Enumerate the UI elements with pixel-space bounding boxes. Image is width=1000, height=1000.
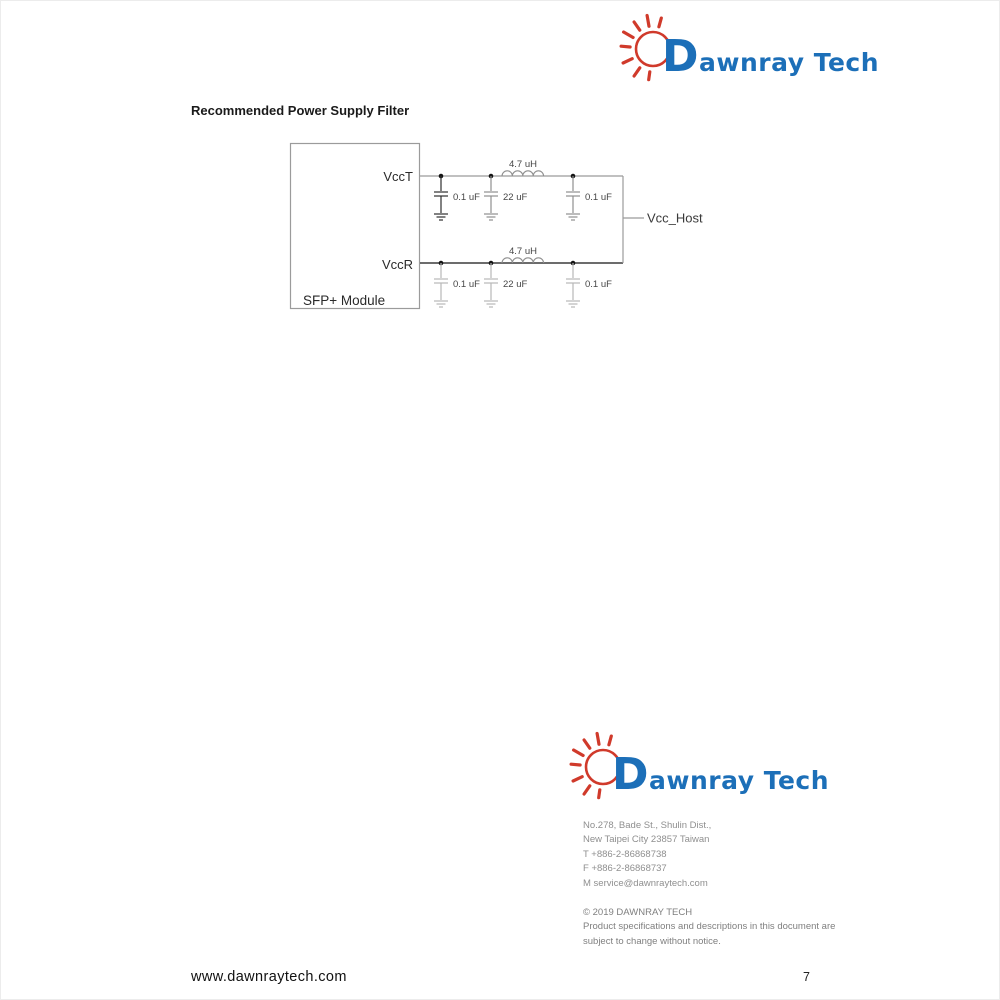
vccr-capacitor-3 — [566, 261, 580, 307]
footer-logo — [557, 721, 830, 811]
vccr-cap1-value: 0.1 uF — [453, 279, 480, 290]
fax: F +886-2-86868737 — [583, 863, 667, 875]
website-url: www.dawnraytech.com — [191, 969, 347, 985]
vccr-cap3-value: 0.1 uF — [585, 279, 612, 290]
address-line: New Taipei City 23857 Taiwan — [583, 834, 710, 846]
vcct-cap3-value: 0.1 uF — [585, 192, 612, 203]
address-line: No.278, Bade St., Shulin Dist., — [583, 820, 712, 831]
vcc-host-label: Vcc_Host — [647, 210, 703, 226]
email: M service@dawnraytech.com — [583, 877, 708, 889]
vcct-inductor-value: 4.7 uH — [509, 159, 537, 170]
vcct-cap1-value: 0.1 uF — [453, 192, 480, 203]
notice-line: Product specifications and descriptions in this document are — [583, 921, 836, 933]
vcct-capacitor-3 — [566, 174, 580, 220]
telephone: T +886-2-86868738 — [583, 848, 667, 860]
legal-block — [583, 906, 835, 949]
pin-vccr-label: VccR — [381, 257, 413, 272]
section-title: Recommended Power Supply Filter — [191, 103, 410, 118]
pin-vcct-label: VccT — [383, 169, 413, 184]
page-number: 7 — [803, 970, 810, 984]
vcct-capacitor-2 — [484, 174, 498, 220]
contact-block — [583, 819, 711, 891]
copyright: © 2019 DAWNRAY TECH — [583, 907, 693, 918]
vccr-cap2-value: 22 uF — [503, 279, 528, 290]
vccr-capacitor-1 — [434, 261, 448, 307]
power-supply-filter-diagram — [286, 139, 716, 324]
vcct-capacitor-1 — [434, 174, 448, 220]
logo-text: Dawnray Tech — [662, 31, 880, 82]
vcct-cap2-value: 22 uF — [503, 192, 528, 203]
vccr-capacitor-2 — [484, 261, 498, 307]
vccr-inductor-value: 4.7 uH — [509, 246, 537, 257]
module-label: SFP+ Module — [303, 293, 386, 308]
header-logo — [607, 3, 880, 93]
vcct-inductor — [502, 171, 544, 176]
logo-text: Dawnray Tech — [612, 749, 830, 800]
notice-line: subject to change without notice. — [583, 935, 721, 947]
